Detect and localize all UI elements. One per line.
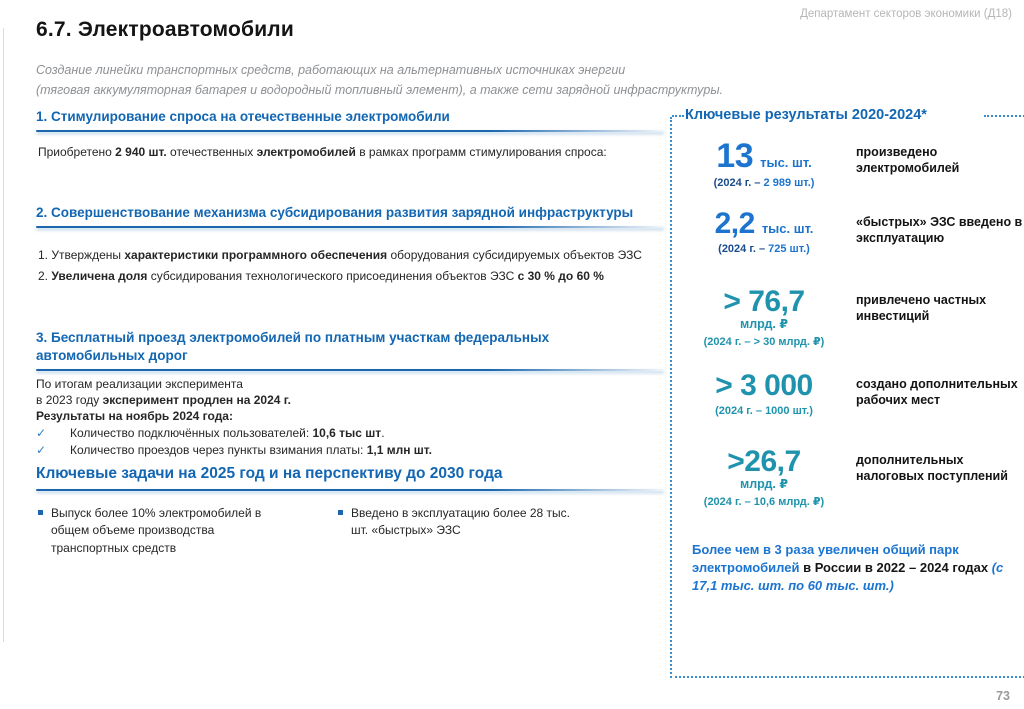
text-segment: 10,6 тыс шт [312,426,382,441]
section-underline [36,226,664,228]
text-segment: . [381,426,385,441]
metric-2024-detail [684,405,844,417]
text-segment: (с 17,1 тыс. шт. по 60 тыс. шт.) [692,559,1004,593]
section-underline [36,130,664,132]
text-segment: с 30 % до 60 % [517,268,604,283]
metric-value-line [684,139,844,173]
metric-value-line [684,287,844,317]
text-segment: в России в 2022 – 2024 годах [803,559,992,575]
metric-value-block [684,287,844,348]
text-segment: 2 940 шт. [115,145,167,160]
metric-produced-evs [684,139,1023,189]
text-segment: (2024 г. – [703,336,754,348]
section-2-body [38,248,664,284]
numbered-item [38,269,664,285]
text-segment: > 30 млрд. ₽) [753,336,825,348]
text-segment: (2024 г. – [718,243,769,255]
metric-2024-detail [684,243,844,255]
section-underline [36,489,664,491]
section-demand-stimulation [36,108,664,161]
panel-border-segment [984,115,1024,117]
metric-value-line [684,447,844,477]
metric-fast-stations [684,209,1023,255]
page-title: 6.7. Электроавтомобили [36,18,294,41]
check-item-passages [36,443,664,458]
task-text: Введено в эксплуатацию более 28 тыс. шт. «быстрых» ЭЗС [351,505,571,538]
section-underline [36,369,664,371]
text-line: По итогам реализации эксперимента [36,377,243,392]
checkmark-icon: ✓ [36,426,47,441]
section-1-body [38,145,664,161]
bullet-square-icon [38,510,43,515]
metric-2024-detail [684,335,844,348]
results-subheading [36,409,664,424]
task-item [36,505,336,557]
metric-value: 2,2 [714,207,755,240]
task-list [36,505,664,557]
text-segment: отечественных [166,145,257,160]
metric-private-investment [684,287,1023,348]
metric-value-line [684,209,844,239]
text-segment: в 2023 году [36,393,103,408]
metric-value-block [684,209,844,255]
metric-value-line [684,371,844,401]
text-segment: (2024 г. – [703,496,754,508]
metric-unit: млрд. ₽ [739,317,789,331]
text-segment: Приобретено [38,145,116,160]
checkmark-icon: ✓ [36,442,47,457]
page-subtitle [36,60,723,100]
page-number: 73 [996,689,1010,703]
metric-label: привлечено частных инвестиций [856,293,987,324]
check-item-users [36,426,664,441]
task-item [336,505,586,557]
key-results-panel [670,107,1024,678]
metric-unit: млрд. ₽ [739,477,789,491]
metric-value: > 76,7 [723,285,805,318]
key-results-title: Ключевые результаты 2020-2024* [685,107,927,123]
text-segment: в рамках программ стимулирования спроса: [355,145,607,160]
department-label: Департамент секторов экономики (Д18) [800,8,1012,20]
section-3-body [36,377,664,457]
task-text: Выпуск более 10% электромобилей в общем объеме производства транспортных средств [51,505,262,555]
metric-unit: тыс. шт. [761,221,814,236]
panel-border-segment [672,115,684,117]
section-key-tasks [36,464,664,557]
text-segment: Результаты на ноябрь 2024 года: [36,409,233,424]
metric-jobs-created [684,371,1023,417]
fleet-growth-note [692,541,1006,595]
text-segment: 2. [38,268,52,283]
text-segment: (2024 г. – [713,177,764,189]
metric-label: дополнительных налоговых поступлений [856,453,1008,484]
text-segment: 2 989 шт.) [763,177,815,189]
text-segment: эксперимент продлен на 2024 г. [102,393,291,408]
metric-2024-detail [684,495,844,508]
text-segment: 10,6 млрд. ₽) [753,496,825,508]
metric-label: создано дополнительных рабочих мест [856,377,1018,408]
text-segment: (2024 г. – [715,405,766,417]
subtitle-line-2: (тяговая аккумуляторная батарея и водородный топливный элемент), а также сети зарядной инфраструктуры. [36,83,724,97]
section-subsidy-mechanism [36,204,664,289]
text-segment: характеристики программного обеспечения [124,248,388,263]
section-free-toll-roads [36,329,664,458]
text-segment: 1,1 млн шт. [366,442,432,457]
check-text [70,443,432,458]
text-line [36,393,664,408]
subtitle-line-1: Создание линейки транспортных средств, работающих на альтернативных источниках энергии [36,63,626,77]
text-segment: субсидирования технологического присоединения объектов ЭЗС [147,268,518,283]
metric-label: «быстрых» ЭЗС введено в эксплуатацию [856,215,1023,246]
text-segment: Более чем в 3 раза увеличен общий парк электромобилей [692,542,959,575]
key-tasks-heading: Ключевые задачи на 2025 год и на перспективу до 2030 года [36,465,503,482]
section-1-heading: 1. Стимулирование спроса на отечественные электромобили [36,109,450,124]
metric-tax-revenue [684,447,1023,508]
slide-edge-line [3,28,4,642]
text-segment: Увеличена доля [51,268,148,283]
metric-value: 13 [716,137,754,175]
metric-unit: тыс. шт. [760,155,812,170]
text-segment: оборудования субсидируемых объектов ЭЗС [387,248,642,263]
text-segment: электромобилей [256,145,356,160]
metric-label: произведено электромобилей [856,145,960,176]
text-segment: Количество проездов через пункты взимания платы: [70,442,367,457]
text-segment: 725 шт.) [768,243,810,255]
section-2-heading: 2. Совершенствование механизма субсидирования развития зарядной инфраструктуры [36,205,634,220]
section-3-heading: 3. Бесплатный проезд электромобилей по платным участкам федеральных автомобильных дорог [36,330,550,364]
metric-value-block [684,371,844,417]
check-text [70,426,385,441]
numbered-item [38,248,664,264]
text-segment: 1. Утверждены [38,248,125,263]
metric-value: > 3 000 [715,369,813,402]
metric-value-block [684,447,844,508]
metric-2024-detail [684,177,844,189]
bullet-square-icon [338,510,343,515]
text-segment: Количество подключённых пользователей: [70,426,313,441]
metric-value: >26,7 [727,445,801,478]
text-segment: 1000 шт.) [765,405,813,417]
metric-value-block [684,139,844,189]
